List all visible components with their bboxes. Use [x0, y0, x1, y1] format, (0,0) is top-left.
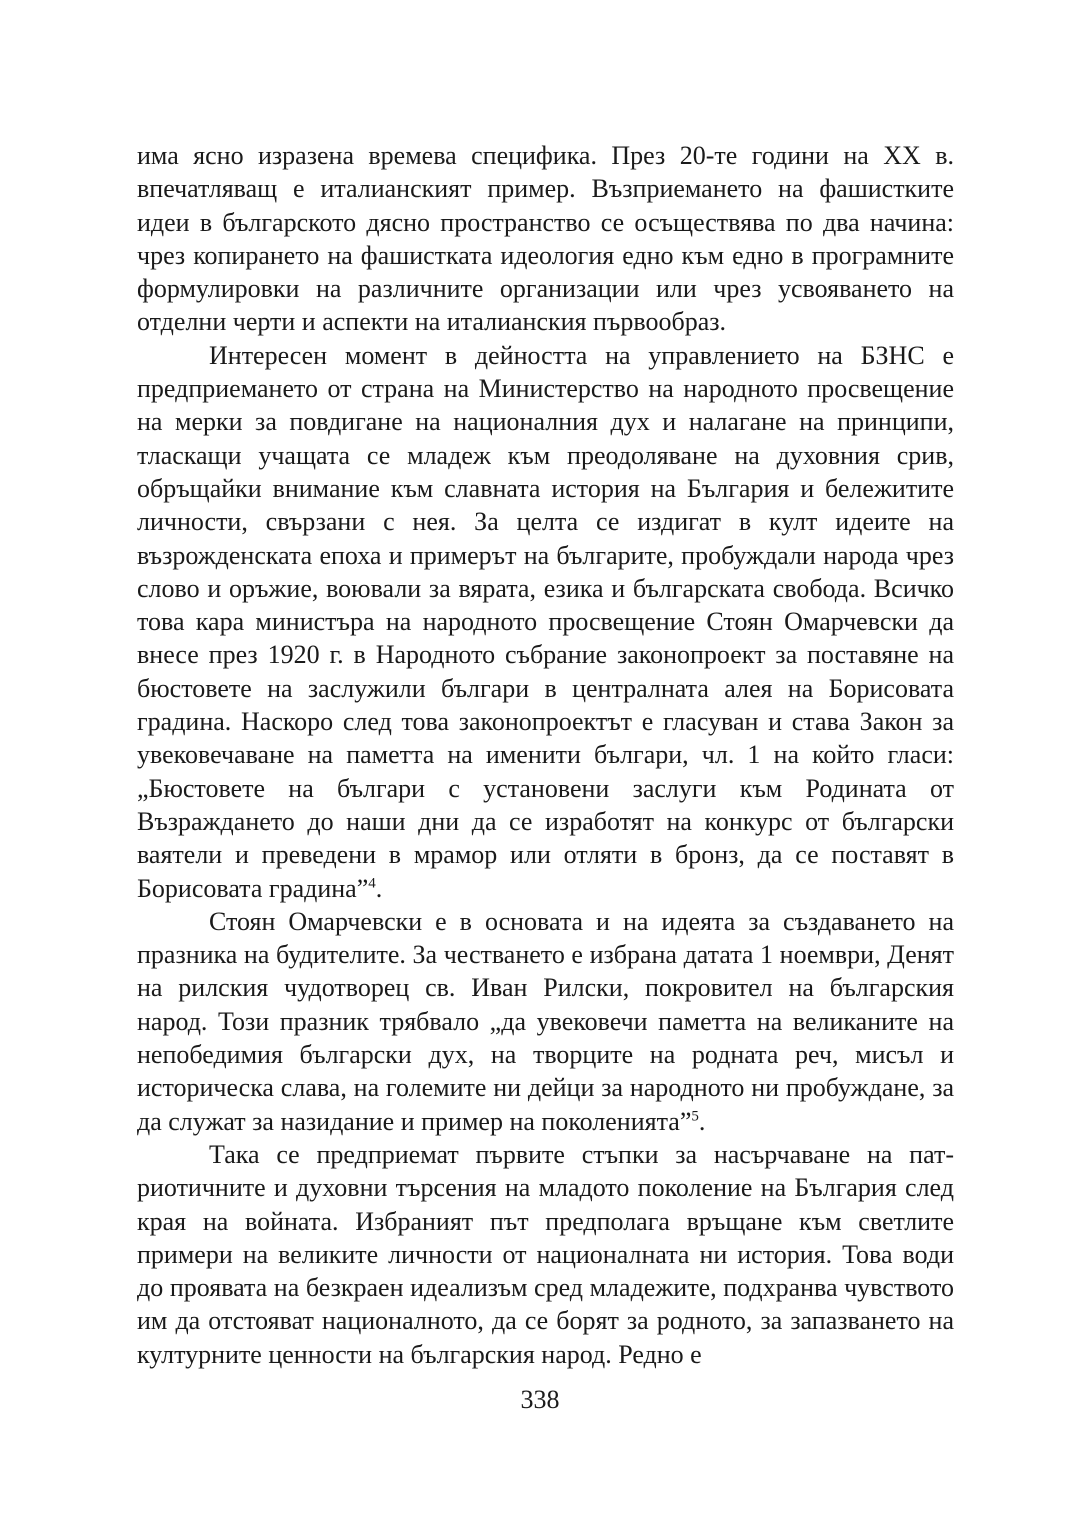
- page-body: [137, 139, 954, 1371]
- paragraph-3: [137, 905, 954, 1138]
- paragraph-2-tail: .: [375, 873, 383, 903]
- paragraph-4: [137, 1138, 954, 1371]
- paragraph-3-tail: .: [698, 1106, 706, 1136]
- paragraph-2: [137, 339, 954, 905]
- footnote-ref-4[interactable]: 4: [368, 874, 376, 891]
- paragraph-2-text: Интересен момент в дейността на управлението на БЗНС е предприемането от страна на Министерство на народното просвещение на мерки за повдигане на националния дух и налагане на принципи, тласкащи учащата се младеж към преодоляване на духовния срив, обръщайки внимание към славната история на България и бележитите личности, свързани с нея. За целта се издигат в култ идеите на възрожденската епоха и примерът на българите, пробуждали народа чрез слово и оръжие, воювали за вярата, езика и българската свобода. Всичко това кара министъра на народното просвещение Стоян Омарчевски да внесе през 1920 г. в Народното събрание законопроект за поставяне на бюстовете на заслужили българи в централната алея на Борисовата градина. Наскоро след това законопроектът е гласуван и става Закон за увековечаване на паметта на именити българи, чл. 1 на който гласи: „Бюстовете на българи с установени заслуги към Родината от Възраждането до наши дни да се изработят на конкурс от български ваятели и преведени в мрамор или отляти в бронз, да се поставят в Борисовата градина”: [137, 340, 954, 903]
- footnote-ref-5[interactable]: 5: [691, 1107, 699, 1124]
- paragraph-1: [137, 139, 954, 339]
- page-number: 338: [520, 1385, 560, 1414]
- paragraph-3-text: Стоян Омарчевски е в основата и на идеята за създаването на празника на будителите. За честването е избрана датата 1 ноември, Денят на рилския чудотворец св. Иван Рилски, покровител на българския народ. Този празник трябвало „да увековечи паметта на великаните на непобедимия български дух, на творците на родната реч, мисъл и историческа слава, на големите ни дейци за народното ни пробуждане, за да служат за назидание и пример на поколенията”: [137, 906, 954, 1136]
- paragraph-4-text: Така се предприемат първите стъпки за насърчаване на патриотичните и духовни търсения на младото поколение на България след края на войната. Избраният път предполага връщане към светлите примери на великите личности от националната ни история. Това води до проявата на безкраен идеализъм сред младежите, подхранва чувството им да отстояват националното, да се борят за родното, за запазването на културните ценности на българския народ. Редно е: [137, 1139, 954, 1369]
- paragraph-1-text: има ясно изразена времева специфика. През 20-те години на ХХ в. впечатляващ е италианският пример. Възприемането на фашистките идеи в българското дясно пространство се осъществява по два начина: чрез копирането на фашистката идеология едно към едно в програмните формулировки на различните организации или чрез усвояването на отделни черти и аспекти на италианския първообраз.: [137, 141, 954, 337]
